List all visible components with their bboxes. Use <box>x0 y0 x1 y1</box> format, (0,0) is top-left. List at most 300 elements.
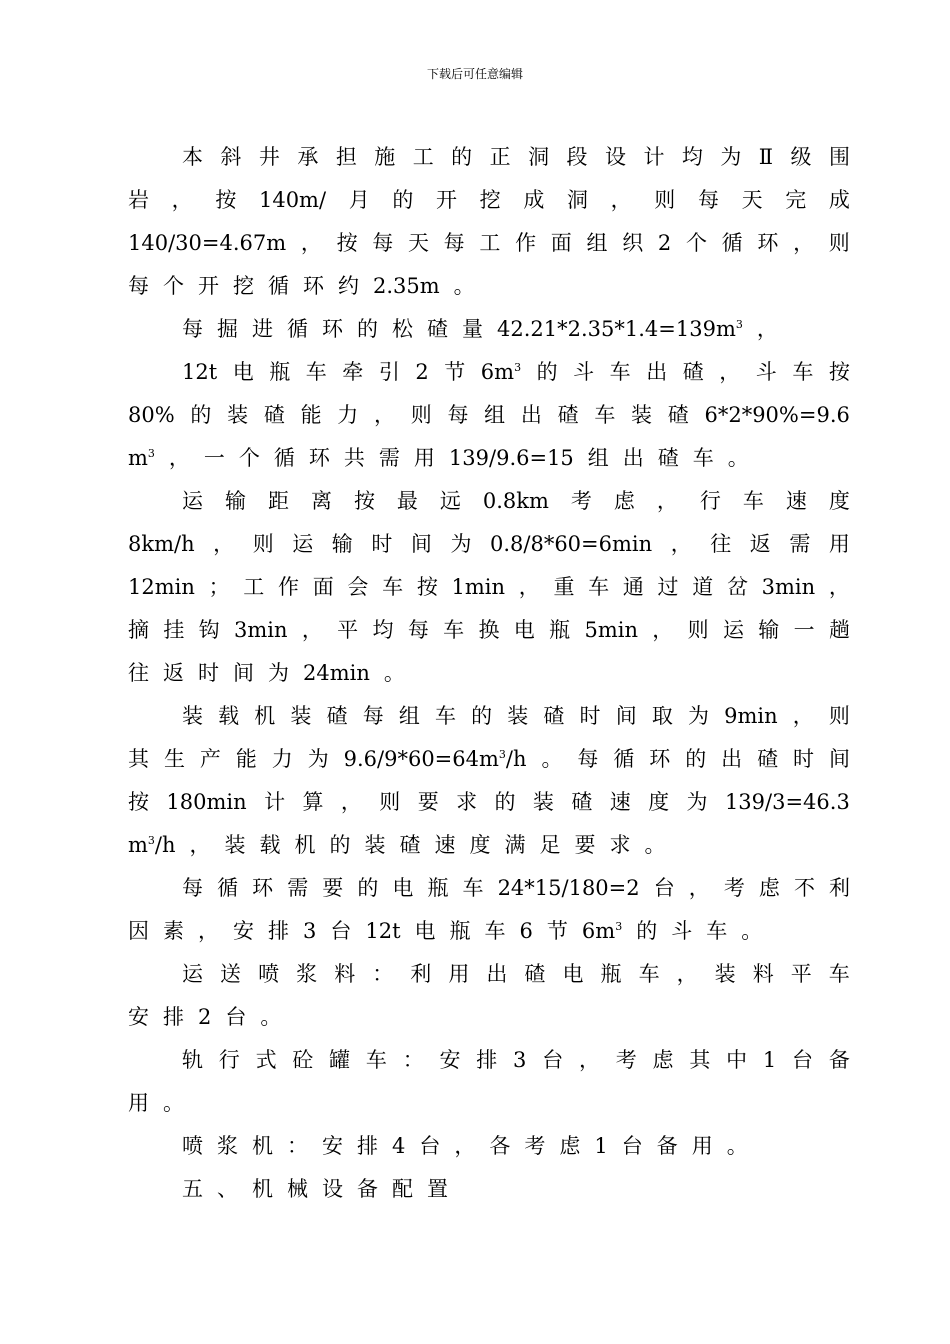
text-line <box>128 1168 850 1211</box>
text-token: 生 <box>163 747 185 771</box>
text-token: 碴 <box>571 790 593 814</box>
text-token: 台 <box>225 1005 247 1029</box>
text-token: 一 <box>793 618 815 642</box>
text-line <box>128 1039 850 1082</box>
text-line <box>128 609 850 652</box>
text-token: 计 <box>643 145 665 169</box>
text-token: 出 <box>520 403 542 427</box>
text-token: 3 <box>513 1048 527 1072</box>
text-token: 时 <box>793 747 815 771</box>
text-token: 的 <box>451 145 473 169</box>
text-token: 械 <box>287 1177 308 1201</box>
text-token: 输 <box>224 489 246 513</box>
text-line <box>128 437 850 480</box>
text-token: 0.8/8*60=6min <box>489 532 653 556</box>
text-token: 车 <box>434 704 456 728</box>
text-token: 考 <box>570 489 592 513</box>
text-token: 考 <box>723 876 745 900</box>
text-token: 行 <box>218 1048 240 1072</box>
text-token: 排 <box>163 1005 184 1029</box>
text-token: 远 <box>439 489 461 513</box>
text-token: 的 <box>636 919 658 943</box>
text-token: 通 <box>622 575 644 599</box>
text-token: 料 <box>752 962 774 986</box>
text-token: 需 <box>287 876 309 900</box>
text-token: 会 <box>347 575 369 599</box>
text-token: 考 <box>615 1048 637 1072</box>
text-token: 往 <box>710 532 732 556</box>
text-token: 车 <box>706 919 728 943</box>
text-token: 则 <box>410 403 432 427</box>
text-token: 碴 <box>557 403 579 427</box>
text-token: 用 <box>828 532 850 556</box>
text-token: 能 <box>235 747 257 771</box>
text-token: 循 <box>217 876 239 900</box>
text-token: ： <box>287 1134 308 1158</box>
text-token: 钩 <box>198 618 220 642</box>
text-token: 轨 <box>182 1048 203 1072</box>
text-token: 140/30=4.67m <box>128 231 287 255</box>
text-token: 间 <box>233 661 254 685</box>
text-token: 式 <box>255 1048 277 1072</box>
text-token: 天 <box>407 231 429 255</box>
text-token: 每 <box>182 876 203 900</box>
text-token: 电 <box>513 618 535 642</box>
text-token: 12t <box>182 360 218 384</box>
text-token: 电 <box>392 876 414 900</box>
text-token: 车 <box>594 403 616 427</box>
text-token: 输 <box>758 618 780 642</box>
text-token: 安 <box>128 1005 149 1029</box>
text-token: 碴 <box>263 403 285 427</box>
text-token: 时 <box>579 704 601 728</box>
text-token: 车 <box>462 876 484 900</box>
text-token: 正 <box>489 145 511 169</box>
text-token: 面 <box>550 231 572 255</box>
text-token: ， <box>454 1134 476 1158</box>
text-token: 平 <box>790 962 812 986</box>
text-token: 计 <box>264 790 286 814</box>
text-token: 料 <box>334 962 356 986</box>
text-token: 碴 <box>757 747 779 771</box>
text-token: 每 <box>443 231 465 255</box>
text-token: 环 <box>308 446 330 470</box>
text-token: 2 <box>198 1005 212 1029</box>
text-token: 备 <box>828 1048 850 1072</box>
text-token: 时 <box>371 532 393 556</box>
text-token: 电 <box>562 962 584 986</box>
text-token: 用 <box>413 446 435 470</box>
text-token: 岔 <box>726 575 748 599</box>
text-token: 台 <box>792 1048 814 1072</box>
text-token: 要 <box>417 790 439 814</box>
text-token: $6m^3$ <box>581 919 623 943</box>
text-token: 中 <box>726 1048 748 1072</box>
text-token: 虑 <box>652 1048 674 1072</box>
text-line <box>128 910 850 953</box>
text-token: 车 <box>588 575 610 599</box>
text-token: 力 <box>337 403 359 427</box>
text-token: 虑 <box>559 1134 581 1158</box>
text-token: 车 <box>828 962 850 986</box>
text-token: 循 <box>287 317 308 341</box>
text-token: 足 <box>539 833 561 857</box>
text-token: $m^3/h$ <box>128 833 176 857</box>
text-token: 均 <box>372 618 394 642</box>
text-token: 8km/h <box>128 532 195 556</box>
text-token: 个 <box>238 446 260 470</box>
text-token: 装 <box>290 704 312 728</box>
text-token: 。 <box>453 274 475 298</box>
text-token: 运 <box>722 618 744 642</box>
text-token: 围 <box>828 145 850 169</box>
text-token: 1 <box>594 1134 608 1158</box>
text-token: 为 <box>268 661 289 685</box>
text-token: 车 <box>382 575 404 599</box>
text-token: 安 <box>439 1048 461 1072</box>
text-token: 松 <box>392 317 413 341</box>
text-token: 要 <box>574 833 596 857</box>
text-token: 24min <box>303 661 370 685</box>
text-token: ， <box>688 876 710 900</box>
text-token: 虑 <box>758 876 780 900</box>
text-token: ， <box>300 231 322 255</box>
text-token: 环 <box>649 747 671 771</box>
text-token: 斗 <box>755 360 777 384</box>
text-token: 装 <box>182 704 203 728</box>
text-token: 五 <box>182 1177 203 1201</box>
text-token: 为 <box>687 704 709 728</box>
text-line <box>128 265 850 308</box>
text-token: 完 <box>785 188 807 212</box>
text-token: 运 <box>182 489 203 513</box>
text-token: 返 <box>749 532 771 556</box>
text-token: 机 <box>254 704 276 728</box>
text-token: 。 <box>741 919 763 943</box>
text-token: 3min <box>233 618 288 642</box>
text-line <box>128 351 850 394</box>
text-token: 速 <box>434 833 456 857</box>
text-token: 139/9.6=15 <box>448 446 574 470</box>
text-token: 车 <box>365 1048 387 1072</box>
text-token: 车 <box>443 618 465 642</box>
text-token: 则 <box>828 704 850 728</box>
text-token: 平 <box>337 618 359 642</box>
text-token: 装 <box>224 833 246 857</box>
text-token: 开 <box>198 274 219 298</box>
text-token: 机 <box>252 1177 273 1201</box>
text-token: 天 <box>741 188 763 212</box>
text-token: 。 <box>541 747 563 771</box>
text-token: 1 <box>762 1048 777 1072</box>
text-token: 的 <box>494 790 516 814</box>
text-token: 。 <box>727 446 749 470</box>
text-token: 一 <box>203 446 225 470</box>
text-token: 6*2*90%=9.6 <box>704 403 850 427</box>
text-token: 面 <box>312 575 334 599</box>
text-token: 为 <box>686 790 708 814</box>
text-token: 则 <box>687 618 709 642</box>
text-token: 碴 <box>524 962 546 986</box>
text-token: 瓶 <box>549 618 571 642</box>
text-token: 、 <box>217 1177 238 1201</box>
text-token: 设 <box>322 1177 343 1201</box>
text-token: 装 <box>631 403 653 427</box>
text-line <box>128 480 850 523</box>
text-token: ； <box>208 575 230 599</box>
text-token: 引 <box>378 360 400 384</box>
text-token: 斜 <box>220 145 242 169</box>
text-token: 循 <box>613 747 635 771</box>
text-token: 速 <box>609 790 631 814</box>
text-token: 机 <box>252 1134 273 1158</box>
text-token: 各 <box>489 1134 511 1158</box>
text-token: 装 <box>507 704 529 728</box>
text-token: 排 <box>268 919 289 943</box>
text-token: 出 <box>486 962 508 986</box>
text-token: 满 <box>504 833 526 857</box>
text-token: ， <box>610 188 632 212</box>
text-token: 重 <box>553 575 575 599</box>
text-token: 9min <box>724 704 778 728</box>
text-token: ， <box>676 962 698 986</box>
text-token: 共 <box>343 446 365 470</box>
text-token: 每 <box>577 747 599 771</box>
text-token: 12t <box>365 919 401 943</box>
text-token: 碴 <box>667 403 689 427</box>
text-token: 2.35m <box>373 274 440 298</box>
text-token: 瓶 <box>449 919 471 943</box>
text-token: 碴 <box>326 704 348 728</box>
text-token: 为 <box>450 532 472 556</box>
text-token: 出 <box>622 446 644 470</box>
text-token: 的 <box>536 360 558 384</box>
text-token: 。 <box>163 1091 184 1115</box>
text-token: 的 <box>329 833 351 857</box>
text-token: 碴 <box>427 317 448 341</box>
text-token: 置 <box>427 1177 448 1201</box>
text-token: 排 <box>476 1048 498 1072</box>
text-token: 台 <box>621 1134 643 1158</box>
text-token: 个 <box>685 231 707 255</box>
text-token: 每 <box>128 274 149 298</box>
text-token: 台 <box>419 1134 441 1158</box>
text-token: 4 <box>392 1134 406 1158</box>
text-token: 3min <box>761 575 816 599</box>
text-token: 洞 <box>566 188 588 212</box>
text-token: 牵 <box>342 360 364 384</box>
text-token: 取 <box>651 704 673 728</box>
text-token: 按 <box>353 489 375 513</box>
text-token: 循 <box>268 274 289 298</box>
text-line <box>128 1082 850 1125</box>
text-token: 挖 <box>233 274 254 298</box>
text-token: 趟 <box>828 618 850 642</box>
text-token: 需 <box>789 532 811 556</box>
text-token: 载 <box>218 704 240 728</box>
text-token: 罐 <box>329 1048 351 1072</box>
text-token: 均 <box>681 145 703 169</box>
text-token: 作 <box>515 231 537 255</box>
text-token: 虑 <box>613 489 635 513</box>
text-token: 时 <box>198 661 219 685</box>
text-token: ， <box>756 317 778 341</box>
text-token: ： <box>402 1048 424 1072</box>
text-token: 喷 <box>258 962 280 986</box>
text-line <box>128 996 850 1039</box>
text-token: ， <box>656 489 678 513</box>
text-token: ， <box>189 833 211 857</box>
text-token: 3 <box>303 919 317 943</box>
text-token: 成 <box>523 188 545 212</box>
text-token: 段 <box>566 145 588 169</box>
text-token: 换 <box>478 618 500 642</box>
text-token: 组 <box>587 446 609 470</box>
text-token: 载 <box>259 833 281 857</box>
text-token: 车 <box>609 360 631 384</box>
text-token: 则 <box>379 790 401 814</box>
text-token: 安 <box>233 919 254 943</box>
text-token: 139/3=46.3 <box>724 790 850 814</box>
text-token: 工 <box>243 575 265 599</box>
text-token: 碴 <box>682 360 704 384</box>
text-token: 要 <box>322 876 344 900</box>
text-token: 组 <box>398 704 420 728</box>
text-line <box>128 781 850 824</box>
text-token: 利 <box>829 876 850 900</box>
text-token: 按 <box>416 575 438 599</box>
text-token: 其 <box>128 747 149 771</box>
text-token: 电 <box>232 360 254 384</box>
text-token: 6 <box>519 919 533 943</box>
text-token: 开 <box>436 188 458 212</box>
text-token: 。 <box>644 833 666 857</box>
text-token: 瓶 <box>269 360 291 384</box>
text-token: 环 <box>252 876 274 900</box>
text-token: 按 <box>215 188 237 212</box>
text-token: 本 <box>182 145 203 169</box>
text-token: 5min <box>584 618 638 642</box>
text-token: 车 <box>638 962 660 986</box>
text-line <box>128 179 850 222</box>
text-token: 挂 <box>163 618 185 642</box>
text-token: 。 <box>726 1134 748 1158</box>
text-token: 工 <box>479 231 501 255</box>
text-token: 担 <box>335 145 357 169</box>
text-token: 过 <box>657 575 679 599</box>
text-token: 最 <box>396 489 418 513</box>
text-token: ， <box>171 188 193 212</box>
text-token: 的 <box>392 188 414 212</box>
text-line <box>128 695 850 738</box>
text-token: 180min <box>166 790 247 814</box>
text-token: ， <box>828 575 850 599</box>
text-token: 80% <box>128 403 175 427</box>
text-token: 台 <box>330 919 352 943</box>
text-token: ， <box>168 446 190 470</box>
text-token: 瓶 <box>427 876 449 900</box>
text-token: 。 <box>260 1005 282 1029</box>
text-token: 用 <box>448 962 470 986</box>
text-token: 成 <box>828 188 850 212</box>
text-line <box>128 566 850 609</box>
text-token: 碴 <box>543 704 565 728</box>
text-token: 约 <box>338 274 359 298</box>
text-token: 机 <box>294 833 316 857</box>
text-token: 返 <box>163 661 184 685</box>
text-token: 挖 <box>479 188 501 212</box>
text-token: 用 <box>128 1091 149 1115</box>
text-token: 速 <box>785 489 807 513</box>
text-token: 2 <box>657 231 672 255</box>
text-line <box>128 308 850 351</box>
text-token: 12min <box>128 575 195 599</box>
text-token: ， <box>792 704 814 728</box>
text-token: ， <box>301 618 323 642</box>
text-token: 为 <box>307 747 329 771</box>
text-token: 输 <box>331 532 353 556</box>
text-token: 碴 <box>657 446 679 470</box>
text-token: 其 <box>689 1048 711 1072</box>
text-token: 装 <box>227 403 249 427</box>
text-token: 浆 <box>296 962 318 986</box>
text-token: 每 <box>697 188 719 212</box>
text-token: 碴 <box>399 833 421 857</box>
text-token: 车 <box>692 446 714 470</box>
text-token: 备 <box>656 1134 678 1158</box>
text-token: 车 <box>305 360 327 384</box>
text-token: 则 <box>828 231 850 255</box>
text-token: 环 <box>303 274 324 298</box>
text-token: 的 <box>685 747 707 771</box>
text-token: 间 <box>828 747 850 771</box>
text-line <box>128 222 850 265</box>
text-token: 安 <box>322 1134 343 1158</box>
text-token: 出 <box>646 360 668 384</box>
text-token: ， <box>719 360 741 384</box>
text-token: 进 <box>252 317 273 341</box>
text-token: 0.8km <box>482 489 549 513</box>
text-token: 设 <box>604 145 626 169</box>
text-token: ： <box>372 962 394 986</box>
text-token: ， <box>652 618 674 642</box>
text-token: $6m^3$ <box>480 360 522 384</box>
text-token: 装 <box>532 790 554 814</box>
text-token: ， <box>670 532 692 556</box>
text-token: 需 <box>378 446 400 470</box>
text-token: 掘 <box>217 317 238 341</box>
text-token: $m^3$ <box>128 446 155 470</box>
text-token: 往 <box>128 661 149 685</box>
text-line <box>128 1125 850 1168</box>
text-token: 离 <box>310 489 332 513</box>
text-token: 1min <box>451 575 506 599</box>
text-token: 配 <box>392 1177 413 1201</box>
text-token: ， <box>213 532 235 556</box>
text-token: 间 <box>615 704 637 728</box>
text-token: 砼 <box>292 1048 314 1072</box>
text-token: 作 <box>278 575 299 599</box>
text-token: 斗 <box>671 919 693 943</box>
text-token: 工 <box>412 145 434 169</box>
text-token: 。 <box>383 661 405 685</box>
text-token: 按 <box>828 360 850 384</box>
text-token: 间 <box>410 532 432 556</box>
text-token: 斗 <box>573 360 595 384</box>
text-token: 每 <box>182 317 203 341</box>
text-token: 按 <box>128 790 149 814</box>
text-token: 为 <box>720 145 742 169</box>
